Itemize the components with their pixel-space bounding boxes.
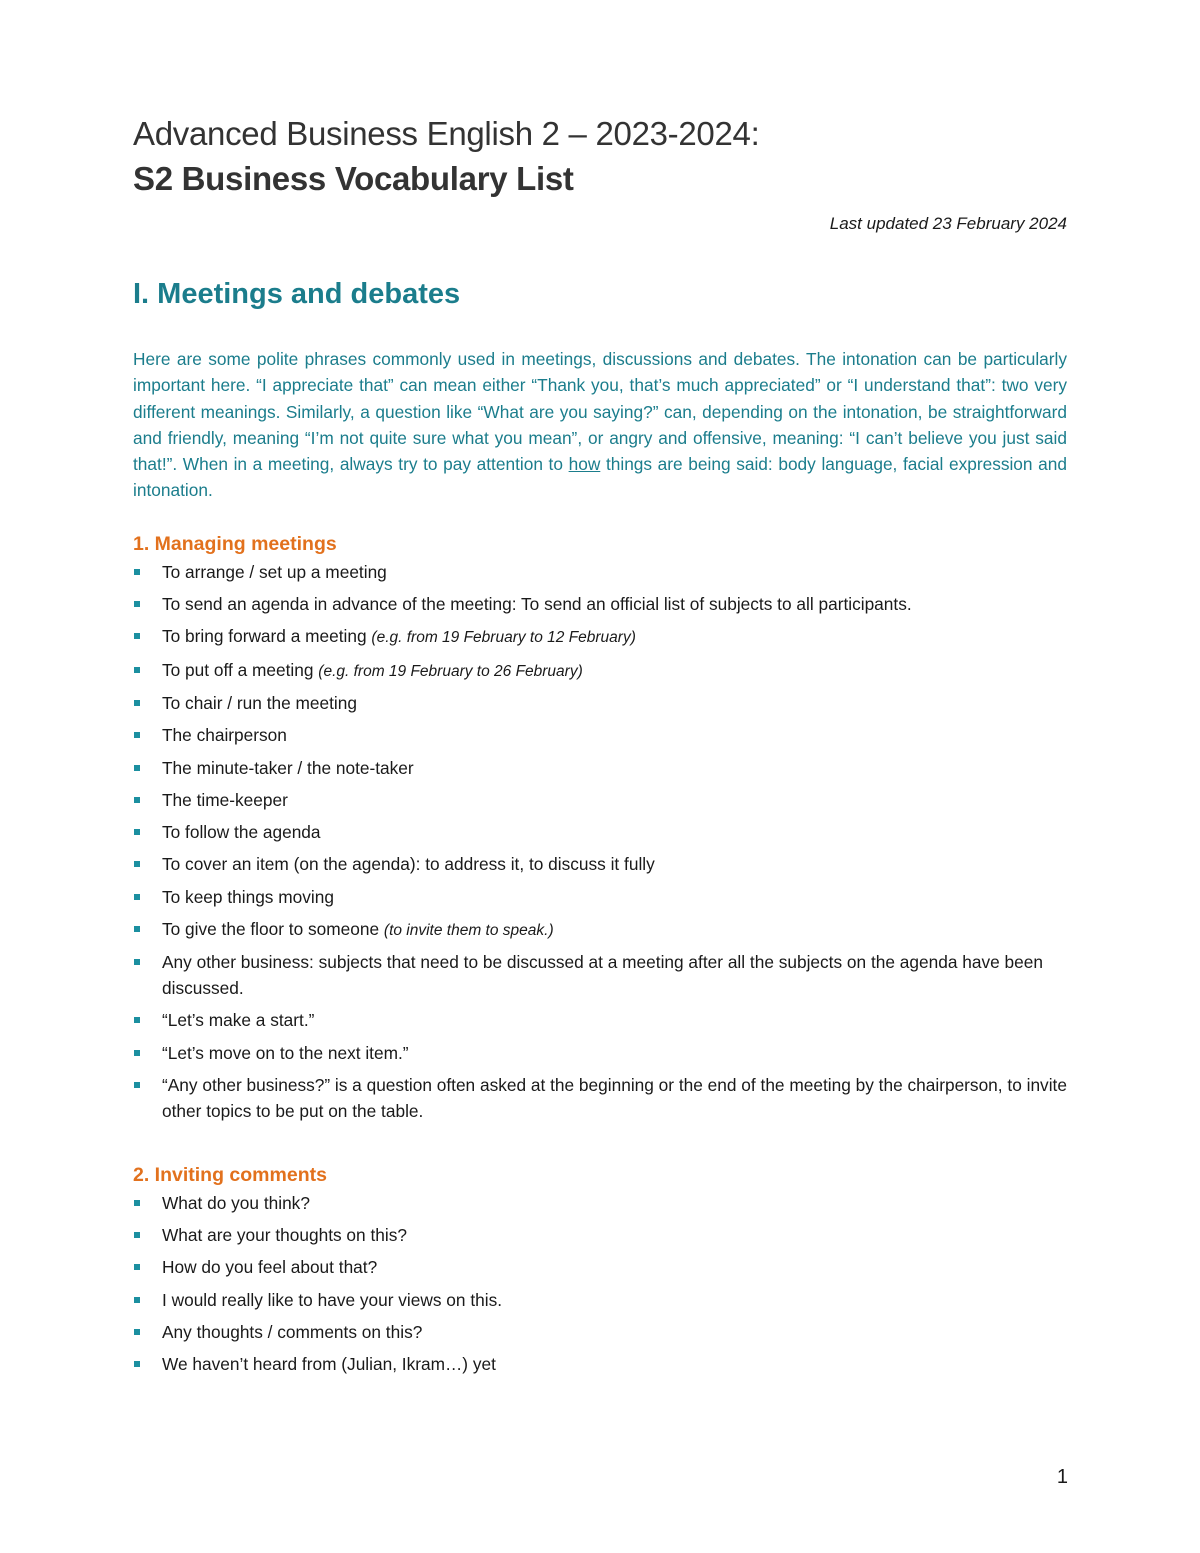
- list-item: [133, 723, 1067, 749]
- square-bullet-icon: [134, 797, 140, 803]
- list-item-text: To put off a meeting: [162, 659, 319, 680]
- list-item-text: “Let’s make a start.”: [162, 1010, 315, 1031]
- square-bullet-icon: [134, 1329, 140, 1335]
- list-item: [133, 788, 1067, 814]
- square-bullet-icon: [134, 1200, 140, 1206]
- list-item: [133, 1073, 1067, 1125]
- intro-paragraph: [133, 346, 1067, 504]
- list-item-text: “Let’s move on to the next item.”: [162, 1042, 409, 1063]
- list-item: [133, 917, 1067, 944]
- list-item: [133, 592, 1067, 618]
- square-bullet-icon: [134, 633, 140, 639]
- square-bullet-icon: [134, 667, 140, 673]
- square-bullet-icon: [134, 732, 140, 738]
- document-subtitle: S2 Business Vocabulary List: [133, 160, 574, 197]
- list-item: [133, 1041, 1067, 1067]
- square-bullet-icon: [134, 765, 140, 771]
- list-item-example: (to invite them to speak.): [383, 922, 554, 940]
- list-item: [133, 658, 1067, 685]
- square-bullet-icon: [134, 1050, 140, 1056]
- inviting-comments-list: [133, 1191, 1067, 1378]
- list-item-text: What are your thoughts on this?: [162, 1224, 407, 1245]
- list-item-text: To keep things moving: [162, 886, 334, 907]
- list-item: [133, 852, 1067, 878]
- document-title: Advanced Business English 2 – 2023-2024:: [133, 115, 760, 152]
- list-item-text: To cover an item (on the agenda): to address it, to discuss it fully: [162, 854, 655, 875]
- list-item-text: How do you feel about that?: [162, 1257, 378, 1278]
- square-bullet-icon: [134, 1017, 140, 1023]
- square-bullet-icon: [134, 1264, 140, 1270]
- subheading-inviting-comments: 2. Inviting comments: [133, 1163, 327, 1186]
- list-item: [133, 1191, 1067, 1217]
- list-item: [133, 885, 1067, 911]
- list-item: [133, 1288, 1067, 1314]
- list-item: [133, 820, 1067, 846]
- list-item-text: Any thoughts / comments on this?: [162, 1321, 423, 1342]
- square-bullet-icon: [134, 894, 140, 900]
- list-item-text: Any other business: subjects that need to be discussed at a meeting after all the subjects on the agenda have been discussed.: [162, 952, 1043, 999]
- square-bullet-icon: [134, 1297, 140, 1303]
- list-item: [133, 560, 1067, 586]
- square-bullet-icon: [134, 1361, 140, 1367]
- list-item-text: The minute-taker / the note-taker: [162, 757, 414, 778]
- list-item: [133, 1223, 1067, 1249]
- list-item-text: To follow the agenda: [162, 822, 321, 843]
- intro-text-part2: things are being said: body language, facial expression and intonation.: [133, 454, 1067, 501]
- square-bullet-icon: [134, 926, 140, 932]
- intro-text-part1: Here are some polite phrases commonly used in meetings, discussions and debates. The intonation can be particularly important here. “I appreciate that” can mean either “Thank you, that’s much appreciated” or “I understand that”: two very different meanings. Similarly, a question like “What are you saying?” can, depending on the intonation, be straightforward and friendly, meaning “I’m not quite sure what you mean”, or angry and offensive, meaning: “I can’t believe you just said that!”. When in a meeting, always try to pay attention to: [133, 349, 1067, 475]
- list-item: [133, 691, 1067, 717]
- list-item: [133, 624, 1067, 651]
- list-item-text: To chair / run the meeting: [162, 692, 357, 713]
- managing-meetings-list: [133, 560, 1067, 1125]
- list-item-text: To arrange / set up a meeting: [162, 561, 387, 582]
- list-item: [133, 1008, 1067, 1034]
- square-bullet-icon: [134, 569, 140, 575]
- square-bullet-icon: [134, 1232, 140, 1238]
- square-bullet-icon: [134, 1082, 140, 1088]
- list-item: [133, 950, 1067, 1002]
- list-item-text: “Any other business?” is a question often asked at the beginning or the end of the meeting by the chairperson, to invite other topics to be put on the table.: [162, 1075, 1067, 1121]
- list-item-text: The time-keeper: [162, 789, 288, 810]
- list-item: [133, 1352, 1067, 1378]
- list-item: [133, 1320, 1067, 1346]
- section-heading-meetings: I. Meetings and debates: [133, 278, 461, 310]
- list-item-text: What do you think?: [162, 1192, 310, 1213]
- document-page: [133, 112, 1067, 1384]
- list-item-example: (e.g. from 19 February to 12 February): [371, 629, 636, 647]
- list-item-text: To bring forward a meeting: [162, 626, 372, 647]
- square-bullet-icon: [134, 700, 140, 706]
- page-number: 1: [1056, 1466, 1068, 1488]
- list-item: [133, 1255, 1067, 1281]
- list-item-text: The chairperson: [162, 725, 287, 746]
- square-bullet-icon: [134, 829, 140, 835]
- square-bullet-icon: [134, 959, 140, 965]
- list-item-text: I would really like to have your views on this.: [162, 1289, 503, 1310]
- list-item-example: (e.g. from 19 February to 26 February): [318, 662, 583, 680]
- list-item: [133, 756, 1067, 782]
- last-updated-date: Last updated 23 February 2024: [829, 214, 1067, 233]
- list-item-text: We haven’t heard from (Julian, Ikram…) yet: [162, 1354, 496, 1375]
- square-bullet-icon: [134, 601, 140, 607]
- square-bullet-icon: [134, 861, 140, 867]
- list-item-text: To send an agenda in advance of the meeting: To send an official list of subjects to all participants.: [162, 594, 912, 615]
- intro-underlined-word: how: [568, 454, 601, 475]
- subheading-managing-meetings: 1. Managing meetings: [133, 532, 337, 555]
- list-item-text: To give the floor to someone: [162, 919, 384, 940]
